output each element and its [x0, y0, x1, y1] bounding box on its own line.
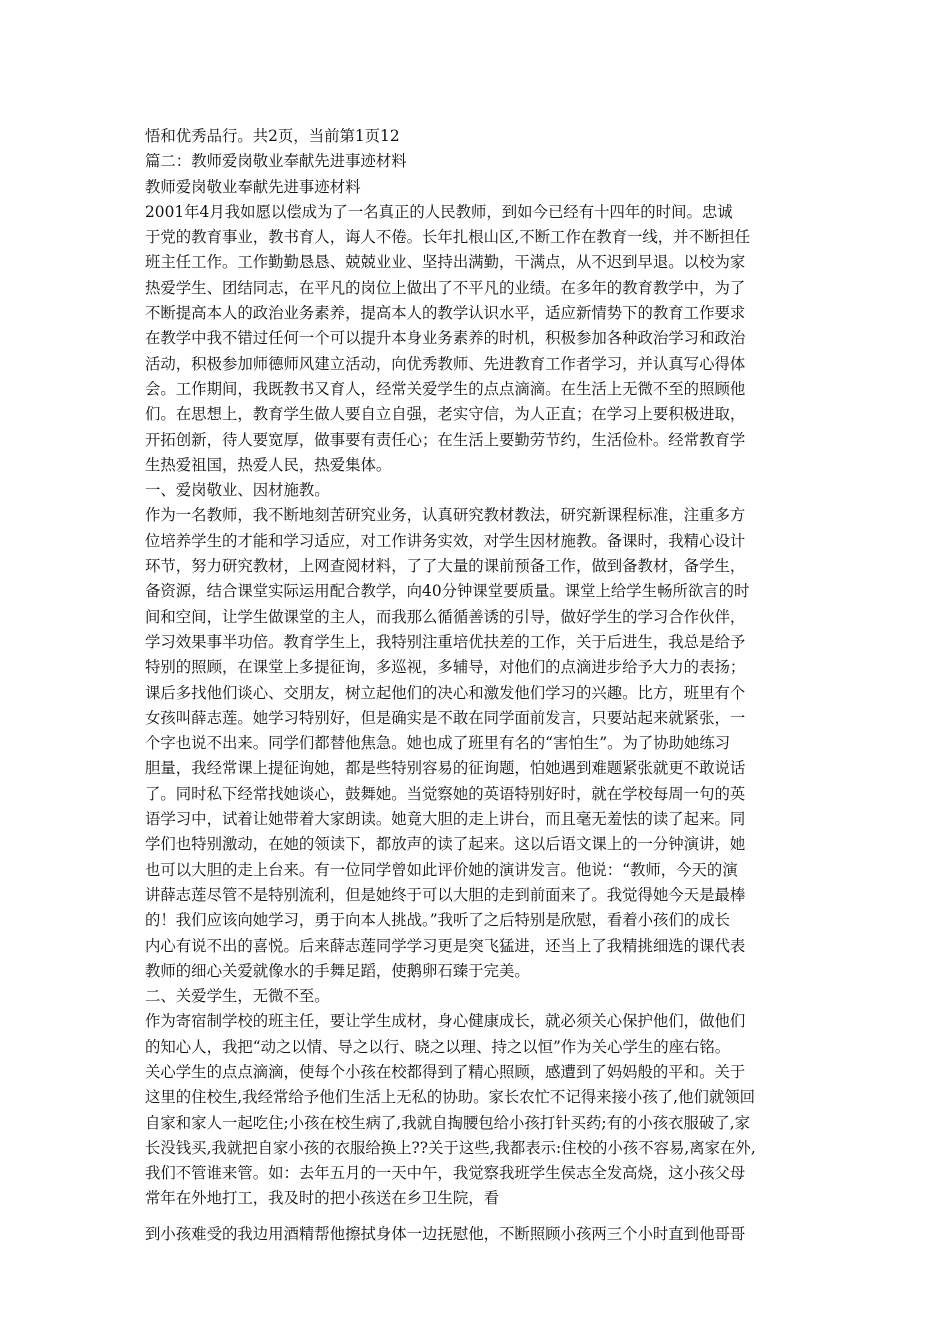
section-heading [145, 149, 812, 174]
paragraph-section-two [145, 1009, 812, 1211]
text-line: 会。工作期间，我既教书又育人，经常关爱学生的点点滴滴。在生活上无微不至的照顾他 [145, 379, 746, 398]
text-line: 们。在思想上，教育学生做人要自立自强，老实守信，为人正直；在学习上要积极进取， [145, 405, 746, 424]
text-line: 二、关爱学生，无微不至。 [145, 987, 330, 1006]
text-line: 课后多找他们谈心、交朋友，树立起他们的决心和激发他们学习的兴趣。比方，班里有个 [145, 683, 746, 702]
text-line: 热爱学生、团结同志，在平凡的岗位上做出了不平凡的业绩。在多年的教育教学中，为了 [145, 278, 746, 297]
text-line: 的知心人，我把“动之以情、导之以行、晓之以理、持之以恒”作为关心学生的座右铭。 [145, 1037, 731, 1056]
text-line: 活动，积极参加师德师风建立活动，向优秀教师、先进教育工作者学习，并认真写心得体 [145, 354, 746, 373]
text-line: 了。同时私下经常找她谈心，鼓舞她。当觉察她的英语特别好时，就在学校每周一句的英 [145, 784, 746, 803]
text-line: 我们不管谁来管。如：去年五月的一天中午，我觉察我班学生侯志全发高烧，这小孩父母 [145, 1164, 746, 1183]
text-line: 个字也说不出来。同学们都替他焦急。她也成了班里有名的“害怕生”。为了协助她练习 [145, 734, 731, 753]
text-line: 环节，努力研究教材，上网查阅材料，了了大量的课前预备工作，做到备教材，备学生， [145, 557, 746, 576]
text-line: 一、爱岗敬业、因材施教。 [145, 481, 330, 500]
subheading-one [145, 478, 812, 503]
text-line: 在教学中我不错过任何一个可以提升本身业务素养的时机，积极参加各种政治学习和政治 [145, 329, 746, 348]
text-line: 教师的细心关爱就像水的手舞足蹈，使鹅卵石臻于完美。 [145, 961, 530, 980]
text-line: 特别的照顾，在课堂上多提征询，多巡视，多辅导，对他们的点滴进步给予大力的表扬； [145, 658, 746, 677]
text-line: 学习效果事半功倍。教育学生上，我特别注重培优扶差的工作，关于后进生，我总是给予 [145, 632, 746, 651]
text-line: 语学习中，试着让她带着大家朗读。她竟大胆的走上讲台，而且毫无羞怯的读了起来。同 [145, 810, 746, 829]
text-line: 长没钱买,我就把自家小孩的衣服给换上??关于这些,我都表示:住校的小孩不容易,离家在外, [145, 1138, 756, 1157]
paragraph-section-one [145, 503, 812, 984]
text-line: 2001年4月我如愿以偿成为了一名真正的人民教师，到如今已经有十四年的时间。忠诚 [145, 202, 733, 221]
paragraph-continuation [145, 1222, 812, 1247]
text-line: 学们也特别激动，在她的领读下，都放声的读了起来。这以后语文课上的一分钟演讲，她 [145, 835, 746, 854]
text-line: 于党的教育事业，教书育人，诲人不倦。长年扎根山区,不断工作在教育一线，并不断担任 [145, 228, 751, 247]
text-line: 讲薛志莲尽管不是特别流利，但是她终于可以大胆的走到前面来了。我觉得她今天是最棒 [145, 885, 746, 904]
text-line: 到小孩难受的我边用酒精帮他擦拭身体一边抚慰他，不断照顾小孩两三个小时直到他哥哥 [145, 1224, 746, 1243]
text-line: 关心学生的点点滴滴，使每个小孩在校都得到了精心照顾，感遭到了妈妈般的平和。关于 [145, 1062, 746, 1081]
text-line: 不断提高本人的政治业务素养，提高本人的教学认识水平，适应新情势下的教育工作要求 [145, 304, 746, 323]
text-line: 备资源，结合课堂实际运用配合教学，向40分钟课堂要质量。课堂上给学生畅所欲言的时 [145, 582, 750, 601]
text-line: 女孩叫薛志莲。她学习特别好，但是确实是不敢在同学面前发言，只要站起来就紧张，一 [145, 708, 746, 727]
text-line: 开拓创新，待人要宽厚，做事要有责任心；在生活上要勤劳节约，生活俭朴。经常教育学 [145, 430, 746, 449]
text-line: 常年在外地打工，我及时的把小孩送在乡卫生院，看 [145, 1189, 499, 1208]
text-line: 自家和家人一起吃住;小孩在校生病了,我就自掏腰包给小孩打针买药;有的小孩衣服破了,家 [145, 1113, 750, 1132]
text-line: 内心有说不出的喜悦。后来薛志莲同学学习更是突飞猛进，还当上了我精挑细选的课代表 [145, 936, 746, 955]
text-line: 班主任工作。工作勤勤恳恳、兢兢业业、坚持出满勤，干满点，从不迟到早退。以校为家 [145, 253, 746, 272]
text-line: 作为一名教师，我不断地刻苦研究业务，认真研究教材教法，研究新课程标准，注重多方 [145, 506, 746, 525]
document-page [145, 124, 812, 1247]
text-line: 悟和优秀品行。共2页，当前第1页12 [145, 127, 400, 145]
subheading-two [145, 984, 812, 1009]
text-line: 作为寄宿制学校的班主任，要让学生成材，身心健康成长，就必须关心保护他们，做他们 [145, 1012, 746, 1031]
text-line: 位培养学生的才能和学习适应，对工作讲务实效，对学生因材施教。备课时，我精心设计 [145, 531, 746, 550]
text-line: 的！我们应该向她学习，勇于向本人挑战。”我听了之后特别是欣慰，看着小孩们的成长 [145, 911, 731, 930]
article-title [145, 175, 812, 200]
paragraph-intro [145, 200, 812, 478]
text-line: 教师爱岗敬业奉献先进事迹材料 [145, 177, 361, 196]
text-line: 篇二：教师爱岗敬业奉献先进事迹材料 [145, 152, 407, 171]
page-continuation-line [145, 124, 812, 149]
text-line: 胆量，我经常课上提征询她，都是些特别容易的征询题，怕她遇到难题紧张就更不敢说话 [145, 759, 746, 778]
text-line: 也可以大胆的走上台来。有一位同学曾如此评价她的演讲发言。他说：“教师，今天的演 [145, 860, 738, 879]
text-line: 生热爱祖国，热爱人民，热爱集体。 [145, 455, 392, 474]
text-line: 间和空间，让学生做课堂的主人，而我那么循循善诱的引导，做好学生的学习合作伙伴， [145, 607, 746, 626]
text-line: 这里的住校生,我经常给予他们生活上无私的协助。家长农忙不记得来接小孩了,他们就领回 [145, 1088, 756, 1107]
